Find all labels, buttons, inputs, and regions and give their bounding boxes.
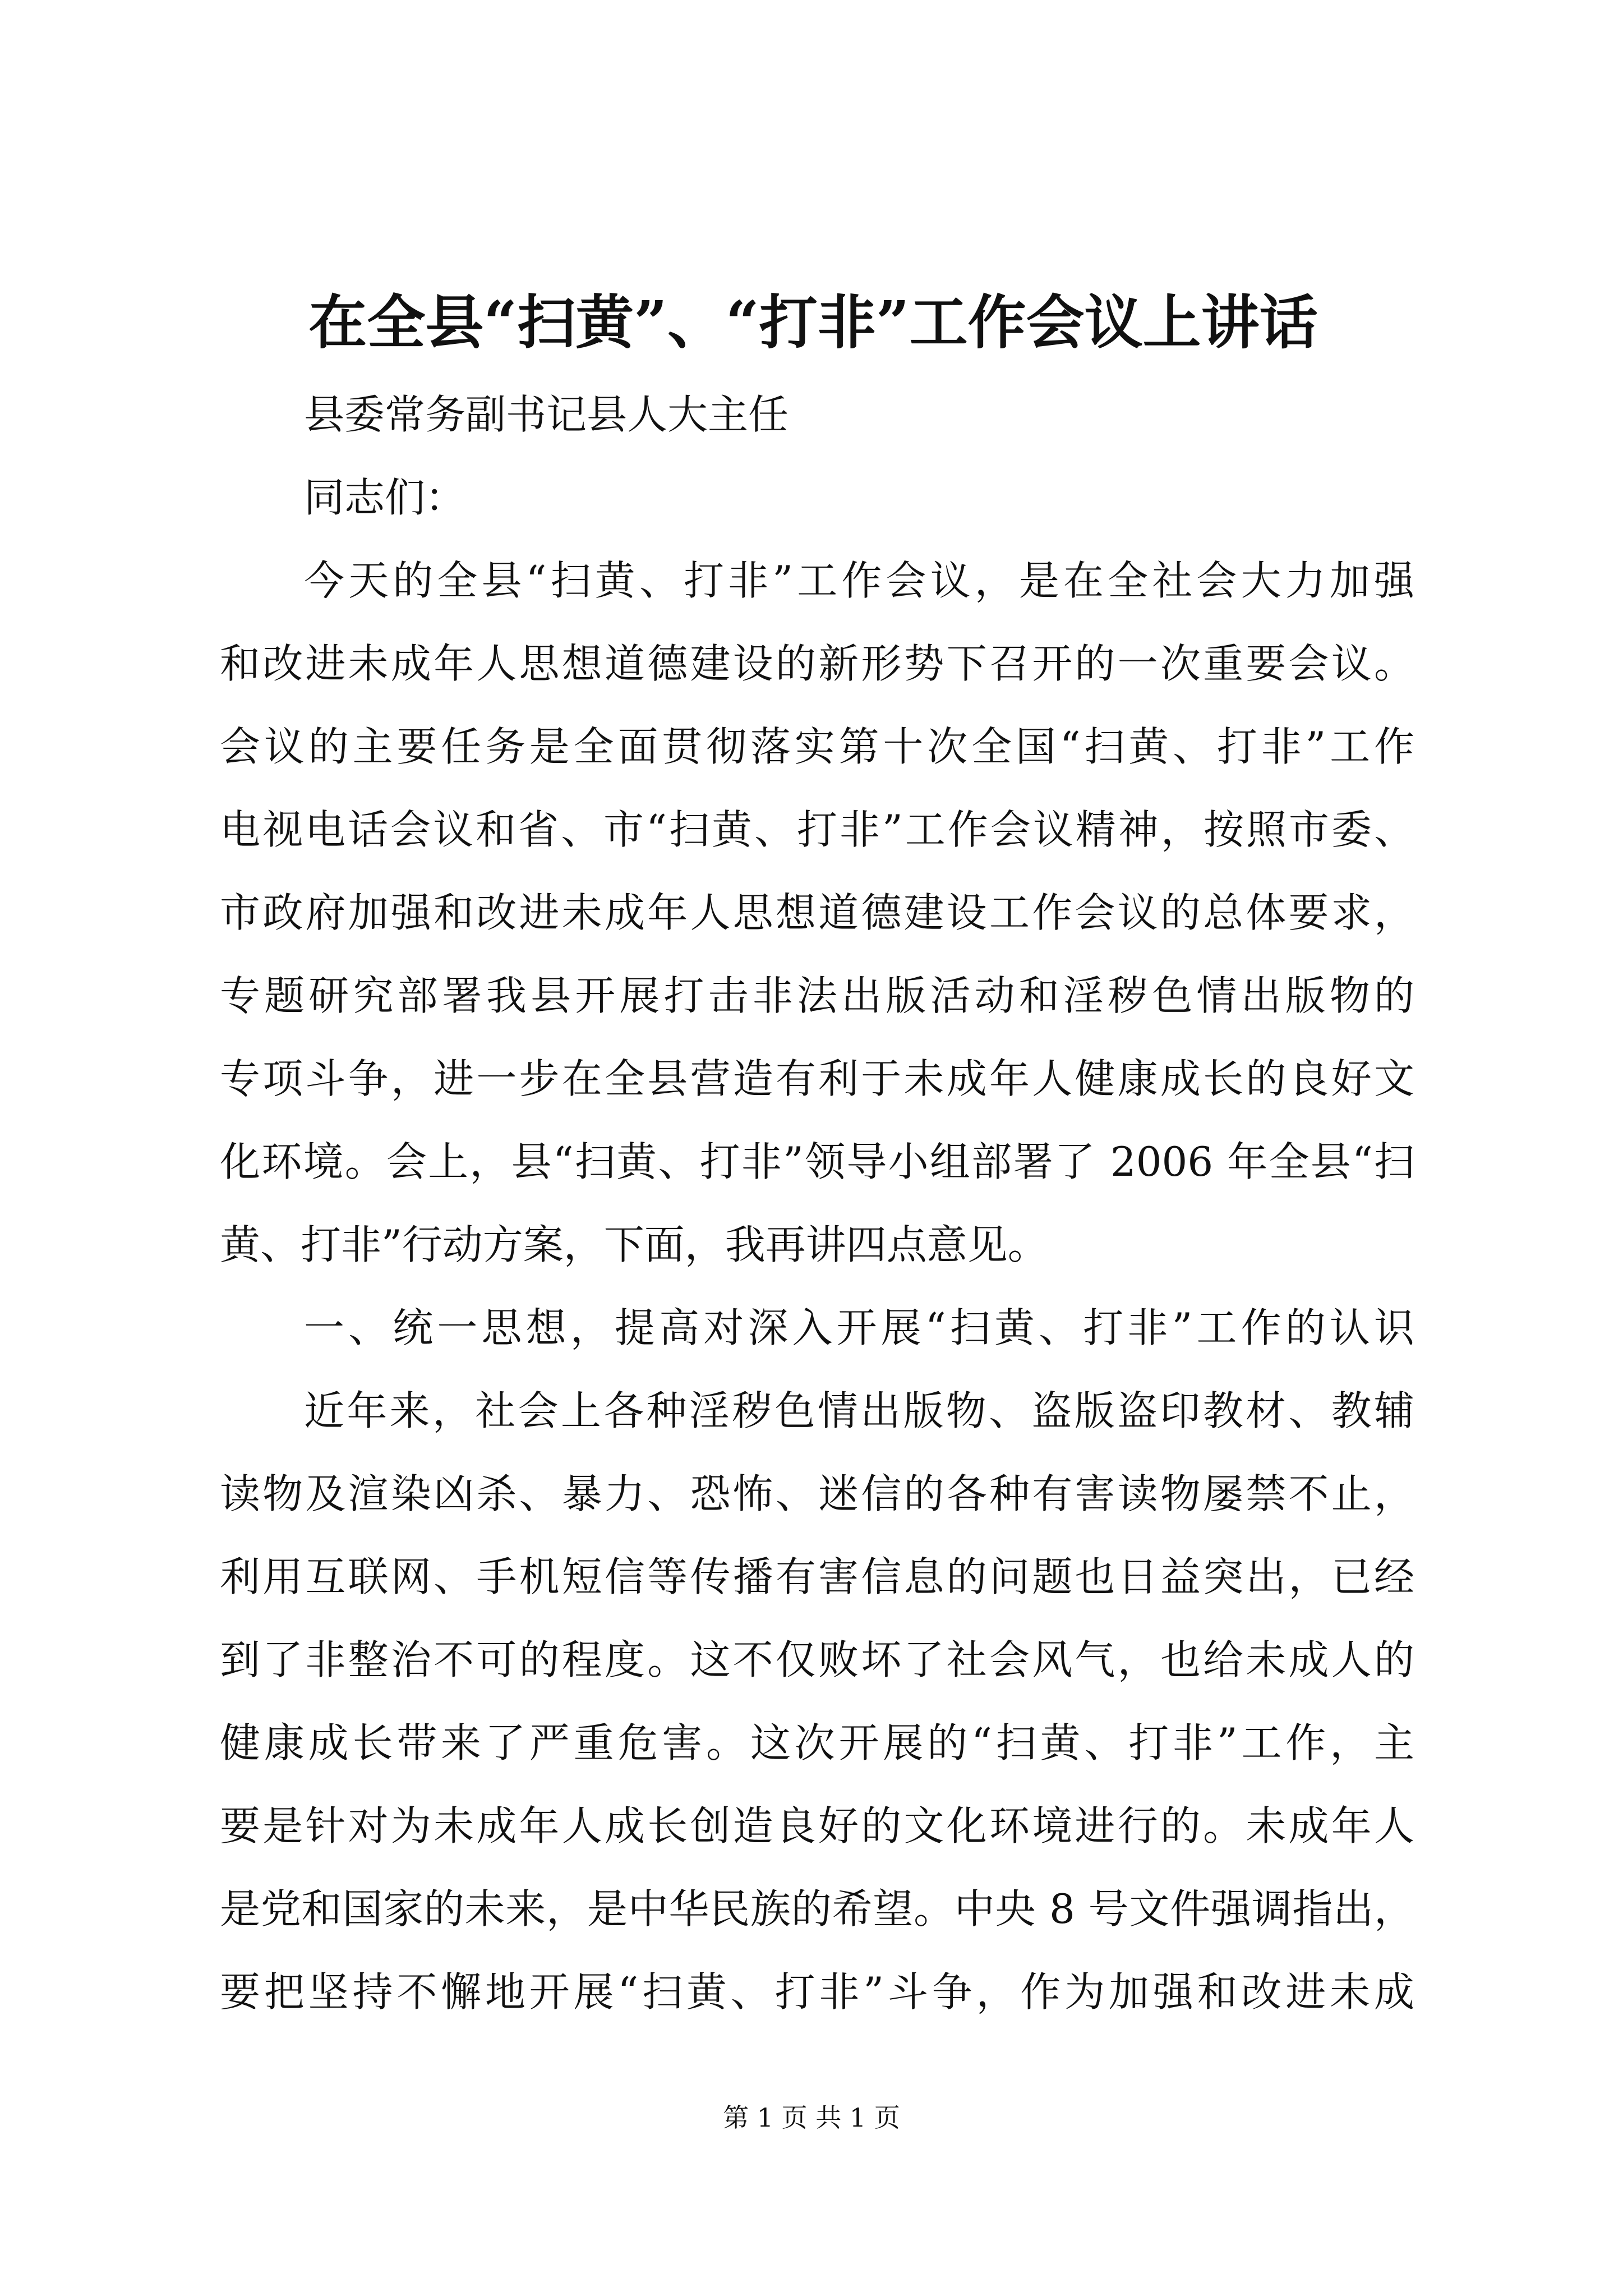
paragraph-line: 是党和国家的未来，是中华民族的希望。中央 8 号文件强调指出， <box>220 1885 1414 1932</box>
paragraph-line: 专项斗争，进一步在全县营造有利于未成年人健康成长的良好文 <box>220 1055 1414 1102</box>
paragraph-line: 化环境。会上，县“扫黄、打非”领导小组部署了 2006 年全县“扫 <box>220 1138 1414 1185</box>
paragraph-line: 会议的主要任务是全面贯彻落实第十次全国“扫黄、打非”工作 <box>220 723 1414 770</box>
paragraph-line: 电视电话会议和省、市“扫黄、打非”工作会议精神，按照市委、 <box>220 806 1414 853</box>
paragraph-line: 黄、打非”行动方案，下面，我再讲四点意见。 <box>220 1221 1048 1268</box>
speaker-line: 县委常务副书记县人大主任 <box>304 391 789 438</box>
document-title: 在全县“扫黄”、“打非”工作会议上讲话 <box>308 288 1318 357</box>
section-heading: 一、统一思想，提高对深入开展“扫黄、打非”工作的认识 <box>304 1304 1414 1351</box>
paragraph-line: 市政府加强和改进未成年人思想道德建设工作会议的总体要求， <box>220 889 1414 936</box>
paragraph-line: 健康成长带来了严重危害。这次开展的“扫黄、打非”工作，主 <box>220 1719 1414 1766</box>
paragraph-line: 读物及渲染凶杀、暴力、恐怖、迷信的各种有害读物屡禁不止， <box>220 1470 1414 1517</box>
paragraph-line: 要把坚持不懈地开展“扫黄、打非”斗争，作为加强和改进未成 <box>220 1968 1414 2016</box>
paragraph-1 <box>220 539 1414 1286</box>
paragraph-2 <box>220 1369 1414 2033</box>
paragraph-line: 利用互联网、手机短信等传播有害信息的问题也日益突出，已经 <box>220 1553 1414 1600</box>
paragraph-line: 要是针对为未成年人成长创造良好的文化环境进行的。未成年人 <box>220 1802 1414 1849</box>
paragraph-line: 近年来，社会上各种淫秽色情出版物、盗版盗印教材、教辅 <box>304 1387 1414 1434</box>
paragraph-line: 专题研究部署我县开展打击非法出版活动和淫秽色情出版物的 <box>220 972 1414 1019</box>
document-body <box>220 373 1414 2033</box>
paragraph-line: 和改进未成年人思想道德建设的新形势下召开的一次重要会议。 <box>220 640 1414 687</box>
salutation: 同志们： <box>304 474 466 521</box>
page-number-footer: 第 1 页 共 1 页 <box>723 2102 900 2133</box>
paragraph-line: 到了非整治不可的程度。这不仅败坏了社会风气，也给未成人的 <box>220 1636 1414 1683</box>
paragraph-line: 今天的全县“扫黄、打非”工作会议，是在全社会大力加强 <box>304 557 1414 604</box>
